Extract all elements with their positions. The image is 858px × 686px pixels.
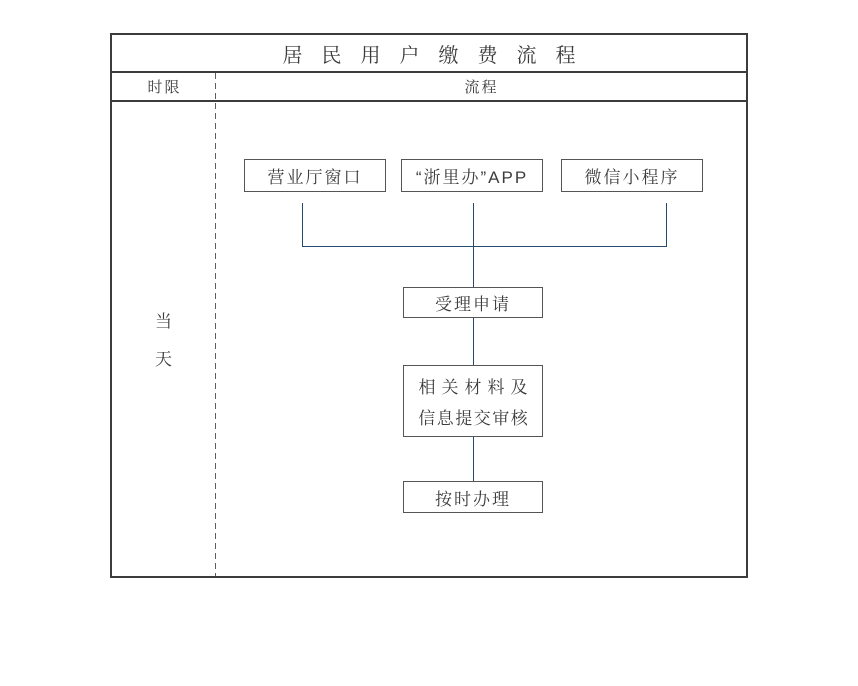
channel-box-zheliban-app: “浙里办”APP [401,159,543,192]
page-title: 居民用户缴费流程 [282,44,595,67]
step-box-materials-review [403,365,543,437]
connector-to-complete [473,437,474,481]
time-limit-value [112,307,215,370]
connector-drop-right [666,203,667,246]
process-header-label: 流程 [464,79,499,96]
connector-to-accept [473,246,474,287]
step-box-handle-on-time: 按时办理 [403,481,543,513]
connector-to-review [473,318,474,365]
time-limit-header-label: 时限 [147,79,182,96]
flowchart-frame [110,33,748,578]
time-limit-char-1: 当 [155,312,172,331]
materials-review-line-1: 相关材料及 [418,378,534,397]
materials-review-line-2: 信息提交审核 [418,409,530,428]
header-cell-time-limit [112,73,215,100]
column-divider-dashed-line [215,73,216,576]
header-cell-process [215,73,746,100]
time-limit-char-2: 天 [155,350,172,369]
connector-merge-horizontal [302,246,667,247]
title-row [112,35,746,73]
step-box-accept-application: 受理申请 [403,287,543,318]
channel-box-business-hall: 营业厅窗口 [244,159,386,192]
connector-drop-middle [473,203,474,246]
header-row [112,73,746,102]
connector-drop-left [302,203,303,246]
channel-box-wechat-miniprogram: 微信小程序 [561,159,703,192]
